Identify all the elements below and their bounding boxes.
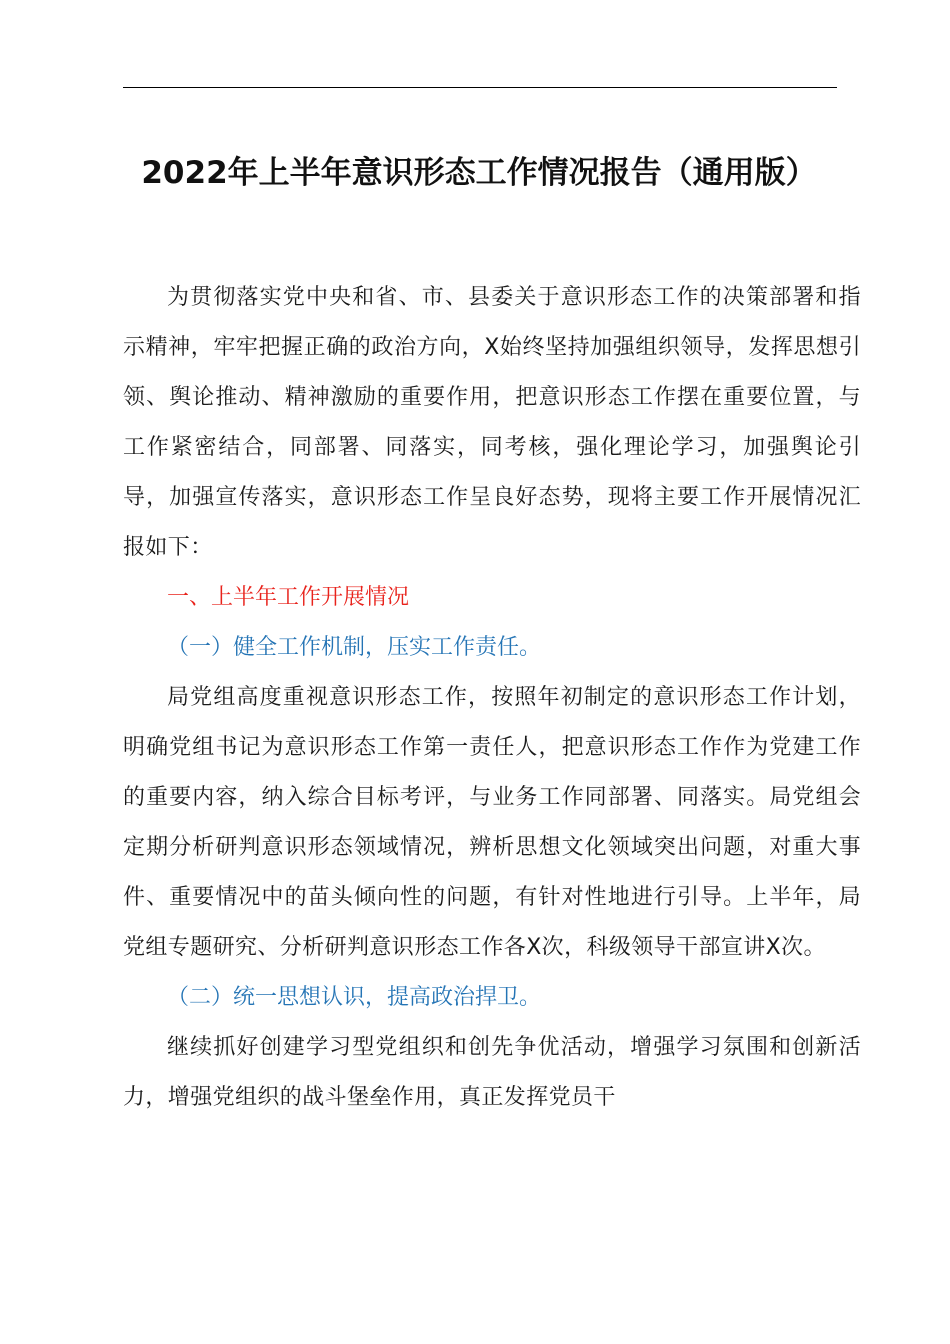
subsection-paragraph: 局党组高度重视意识形态工作，按照年初制定的意识形态工作计划，明确党组书记为意识形态工作第一责任人，把意识形态工作作为党建工作的重要内容，纳入综合目标考评，与业务工作同部署、同落实。局党组会定期分析研判意识形态领域情况，辨析思想文化领域突出问题，对重大事件、重要情况中的苗头倾向性的问题，有针对性地进行引导。上半年，局党组专题研究、分析研判意识形态工作各X次，科级领导干部宣讲X次。 <box>123 685 861 960</box>
intro-paragraph: 为贯彻落实党中央和省、市、县委关于意识形态工作的决策部署和指示精神，牢牢把握正确的政治方向，X始终坚持加强组织领导，发挥思想引领、舆论推动、精神激励的重要作用，把意识形态工作摆在重要位置，与工作紧密结合，同部署、同落实，同考核，强化理论学习，加强舆论引导，加强宣传落实，意识形态工作呈良好态势，现将主要工作开展情况汇报如下： <box>123 285 861 560</box>
subsection-heading: （一）健全工作机制，压实工作责任。 <box>167 635 542 660</box>
section-heading: 一、上半年工作开展情况 <box>167 585 410 610</box>
document-body <box>123 273 861 1123</box>
header-rule <box>123 87 837 88</box>
document-title: 2022年上半年意识形态工作情况报告（通用版） <box>141 155 817 191</box>
subsection-paragraph: 继续抓好创建学习型党组织和创先争优活动，增强学习氛围和创新活力，增强党组织的战斗堡垒作用，真正发挥党员干 <box>123 1035 861 1110</box>
subsection-heading: （二）统一思想认识，提高政治捍卫。 <box>167 985 542 1010</box>
